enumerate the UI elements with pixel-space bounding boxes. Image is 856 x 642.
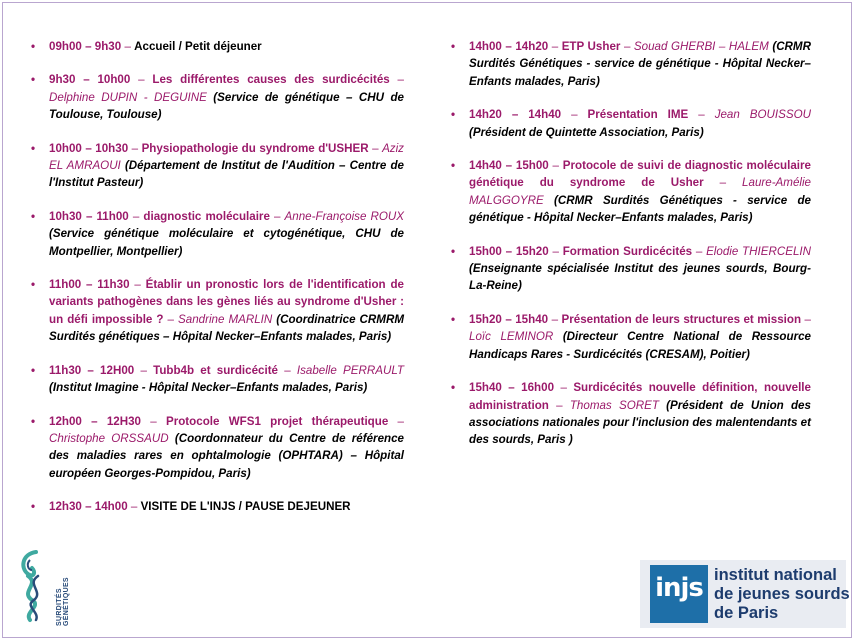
- injs-name-line2: de jeunes sourds: [714, 585, 850, 603]
- item-title: Surdicécités nouvelle définition, nouvelle administration: [469, 381, 811, 412]
- item-affiliation: (Directeur Centre National de Ressource Handicaps Rares - Surdicécités (CRESAM), Poitier): [469, 330, 811, 361]
- item-title: Accueil / Petit déjeuner: [134, 40, 262, 53]
- item-title: VISITE DE L'INJS / PAUSE DEJEUNER: [140, 500, 351, 514]
- program-item: • 09h00 – 9h30 – Accueil / Petit déjeuner: [29, 38, 404, 55]
- dna-ear-icon: [14, 546, 54, 624]
- item-time: 12h30 – 14h00: [49, 500, 128, 514]
- item-affiliation: (Service génétique moléculaire et cytogénétique, CHU de Montpellier, Montpellier): [49, 227, 404, 258]
- injs-name-line3: de Paris: [714, 604, 779, 622]
- item-time: 10h00 – 10h30: [49, 141, 129, 155]
- item-speaker: Isabelle PERRAULT: [296, 363, 404, 377]
- program-item: • 14h40 – 15h00 – Protocole de suivi de diagnostic moléculaire génétique du syndrome de Usher – Laure-Amélie MALGGOYRE (CRMR Surdités Génétiques - service de génétique - Hôpital Necker–Enfants malades, Paris): [449, 157, 811, 227]
- item-speaker: Aziz EL AMRAOUI: [49, 141, 404, 173]
- program-item: • 10h00 – 10h30 – Physiopathologie du syndrome d'USHER – Aziz EL AMRAOUI (Département de Institut de l'Audition – Centre de l'Institut Pasteur): [29, 140, 404, 192]
- item-time: 15h00 – 15h20: [469, 244, 549, 258]
- item-speaker: Christophe ORSSAUD: [49, 431, 169, 445]
- surdites-genetiques-logo: [14, 546, 74, 626]
- item-title: Présentation IME: [587, 108, 689, 122]
- program-item: • 14h20 – 14h40 – Présentation IME – Jean BOUISSOU (Président de Quintette Association, Paris): [449, 106, 811, 141]
- item-affiliation: (Enseignante spécialisée Institut des jeunes sourds, Bourg-La-Reine): [469, 262, 811, 293]
- program-item: • 9h30 – 10h00 – Les différentes causes des surdicécités – Delphine DUPIN - DEGUINE (Service de génétique – CHU de Toulouse, Toulouse): [29, 71, 404, 123]
- item-affiliation: (Président de Union des associations nationales pour l'inclusion des malentendants et des sourds, Paris ): [469, 398, 811, 447]
- item-speaker: Loïc LEMINOR: [469, 330, 554, 344]
- program-item: • 12h30 – 14h00 – VISITE DE L'INJS / PAUSE DEJEUNER: [29, 498, 404, 515]
- item-time: 9h30 – 10h00: [49, 73, 131, 87]
- item-title: Physiopathologie du syndrome d'USHER: [141, 141, 369, 155]
- injs-mark-text: injs: [655, 573, 703, 603]
- item-title: diagnostic moléculaire: [143, 209, 270, 223]
- item-time: 14h20 – 14h40: [469, 108, 562, 122]
- item-affiliation: (Service de génétique – CHU de Toulouse, Toulouse): [49, 90, 404, 122]
- item-affiliation: (Président de Quintette Association, Paris): [469, 125, 704, 139]
- injs-name-line1: institut national: [714, 566, 837, 584]
- program-left-column: [29, 38, 404, 532]
- item-time: 15h20 – 15h40: [469, 312, 549, 326]
- injs-mark: [650, 565, 708, 623]
- item-speaker: Elodie THIERCELIN: [706, 244, 811, 258]
- item-title: Protocole de suivi de diagnostic moléculaire génétique du syndrome de Usher: [469, 159, 811, 190]
- program-item: • 10h30 – 11h00 – diagnostic moléculaire – Anne-Françoise ROUX (Service génétique moléculaire et cytogénétique, CHU de Montpellier, Montpellier): [29, 208, 404, 260]
- item-speaker: Jean BOUISSOU: [714, 108, 811, 122]
- item-affiliation: (Coordonnateur du Centre de référence des maladies rares en ophtalmologie (OPHTARA) – Hôpital européen Georges-Pompidou, Paris): [49, 431, 404, 480]
- item-speaker: Laure-Amélie MALGGOYRE: [469, 176, 811, 207]
- item-affiliation: (CRMR Surdités Génétiques - service de génétique - Hôpital Necker–Enfants malades, Paris): [469, 193, 811, 225]
- program-item: • 15h20 – 15h40 – Présentation de leurs structures et mission – Loïc LEMINOR (Directeur Centre National de Ressource Handicaps Rares - Surdicécités (CRESAM), Poitier): [449, 311, 811, 363]
- item-title: Présentation de leurs structures et mission: [561, 312, 802, 326]
- program-item: • 11h30 – 12H00 – Tubb4b et surdicécité – Isabelle PERRAULT (Institut Imagine - Hôpital Necker–Enfants malades, Paris): [29, 362, 404, 397]
- item-time: 11h00 – 11h30: [49, 278, 130, 292]
- item-time: 12h00 – 12H30: [49, 414, 141, 428]
- program-right-column: [449, 38, 811, 465]
- item-title: ETP Usher: [561, 40, 621, 53]
- program-item: • 15h00 – 15h20 – Formation Surdicécités – Elodie THIERCELIN (Enseignante spécialisée Institut des jeunes sourds, Bourg-La-Reine): [449, 243, 811, 295]
- item-speaker: Delphine DUPIN - DEGUINE: [49, 90, 207, 104]
- item-affiliation: (Coordinatrice CRMRM Surdités génétiques – Hôpital Necker–Enfants malades, Paris): [49, 312, 404, 344]
- program-item: • 14h00 – 14h20 – ETP Usher – Souad GHERBI – HALEM (CRMR Surdités Génétiques - service de génétique - Hôpital Necker–Enfants malades, Paris): [449, 38, 811, 90]
- injs-logo: [640, 560, 850, 628]
- program-item: • 12h00 – 12H30 – Protocole WFS1 projet thérapeutique – Christophe ORSSAUD (Coordonnateur du Centre de référence des maladies rares en ophtalmologie (OPHTARA) – Hôpital européen Georges-Pompidou, Paris): [29, 413, 404, 483]
- item-title: Protocole WFS1 projet thérapeutique: [165, 414, 389, 428]
- item-title: Établir un pronostic lors de l'identification de variants pathogènes dans les gènes liés au syndrome d'Usher : un défi impossible ?: [49, 278, 404, 326]
- item-affiliation: (Institut Imagine - Hôpital Necker–Enfants malades, Paris): [49, 381, 368, 395]
- item-time: 15h40 – 16h00: [469, 381, 555, 395]
- item-affiliation: (Département de Institut de l'Audition – Centre de l'Institut Pasteur): [49, 159, 404, 190]
- item-speaker: Anne-Françoise ROUX: [284, 209, 404, 223]
- program-item: • 15h40 – 16h00 – Surdicécités nouvelle définition, nouvelle administration – Thomas SORET (Président de Union des associations nationales pour l'inclusion des malentendants et des sourds, Paris ): [449, 379, 811, 449]
- item-time: 14h40 – 15h00: [469, 159, 549, 173]
- item-time: 11h30 – 12H00: [49, 363, 135, 377]
- program-item: • 11h00 – 11h30 – Établir un pronostic lors de l'identification de variants pathogènes dans les gènes liés au syndrome d'Usher : un défi impossible ? – Sandrine MARLIN (Coordinatrice CRMRM Surdités génétiques – Hôpital Necker–Enfants malades, Paris): [29, 276, 404, 346]
- item-title: Les différentes causes des surdicécités: [152, 73, 390, 87]
- item-speaker: Thomas SORET: [569, 398, 659, 412]
- logo-left-text: SURDITÉS GÉNÉTIQUES: [56, 577, 70, 626]
- item-speaker: Souad GHERBI – HALEM: [633, 40, 769, 53]
- item-speaker: Sandrine MARLIN: [178, 312, 273, 326]
- item-time: 14h00 – 14h20: [469, 40, 549, 53]
- item-title: Formation Surdicécités: [562, 244, 693, 258]
- item-time: 10h30 – 11h00: [49, 209, 129, 223]
- item-affiliation: (CRMR Surdités Génétiques - service de génétique - Hôpital Necker–Enfants malades, Paris): [469, 40, 811, 88]
- item-title: Tubb4b et surdicécité: [153, 363, 278, 377]
- injs-name: [714, 566, 850, 623]
- item-time: 09h00 – 9h30: [49, 40, 122, 53]
